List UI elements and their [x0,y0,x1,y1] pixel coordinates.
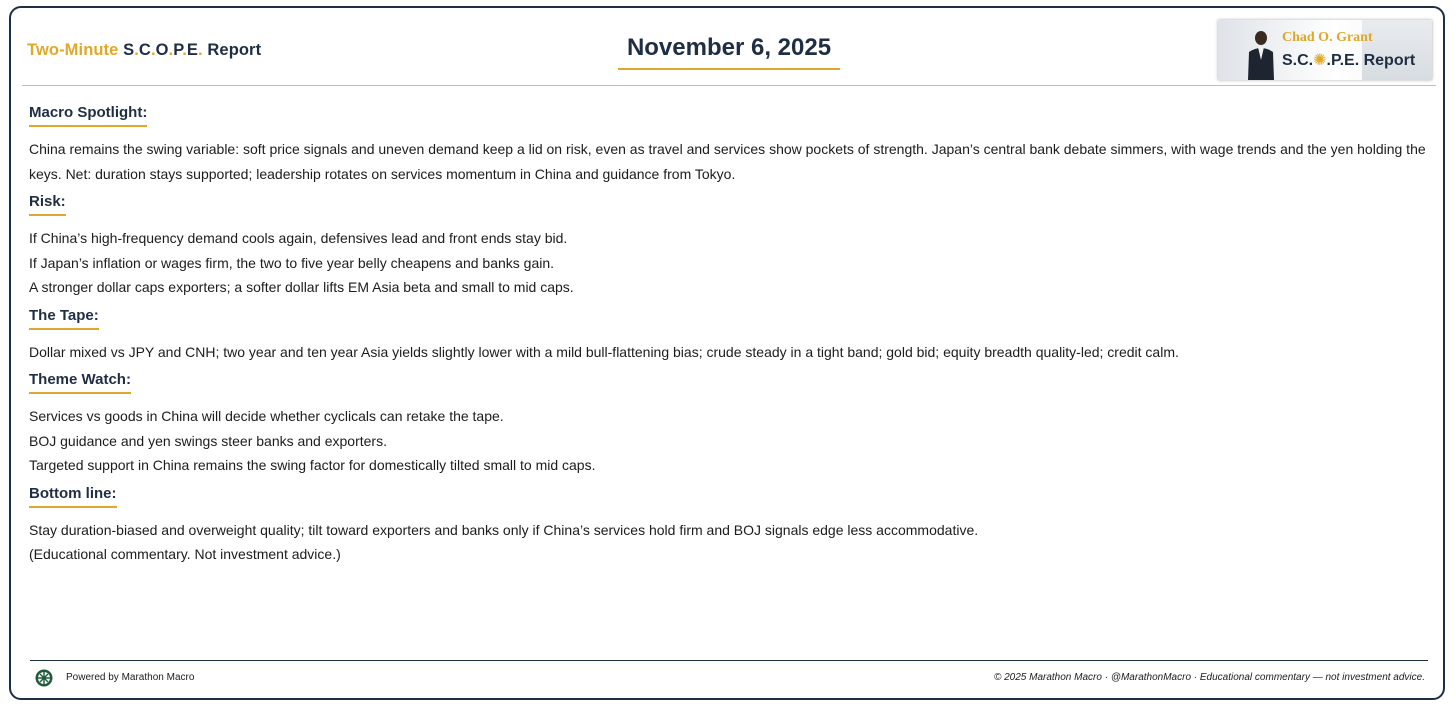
section-risk [29,193,1429,300]
brand-letter-o: O [155,41,169,59]
brand-letter-e: E [186,41,199,59]
section-heading: Risk: [29,193,66,216]
report-brand-title: Two-Minute S.C.O.P.E. Report [27,41,262,59]
brand-letter-c: C [138,41,151,59]
section-line: BOJ guidance and yen swings steer banks and exporters. [29,432,387,449]
section-line: (Educational commentary. Not investment advice.) [29,546,341,562]
section-heading: Theme Watch: [29,371,131,394]
author-name: Chad O. Grant [1282,30,1373,45]
section-line: Targeted support in China remains the swing factor for domestically tilted small to mid caps. [29,457,596,473]
header-divider [22,85,1436,86]
report-card [9,6,1445,700]
section-line: A stronger dollar caps exporters; a softer dollar lifts EM Asia beta and small to mid caps. [29,279,574,295]
author-photo [1246,26,1276,80]
brand-letter-p: P [173,41,183,59]
footer-powered-by: Powered by Marathon Macro [66,672,195,683]
section-line: Services vs goods in China will decide whether cyclicals can retake the tape. [29,408,504,424]
author-logo [1218,20,1432,80]
brand-suffix: Report [202,41,262,59]
section-heading: Bottom line: [29,485,117,508]
section-theme-watch [29,371,1429,478]
section-line: Stay duration-biased and overweight quality; tilt toward exporters and banks only if China’s services hold firm and BOJ signals edge less accommodative. [29,521,979,538]
section-line: If China’s high-frequency demand cools again, defensives lead and front ends stay bid. [29,230,568,246]
section-heading: Macro Spotlight: [29,104,147,127]
section-paragraph: China remains the swing variable: soft price signals and uneven demand keep a lid on risk, even as travel and services show pockets of strength. Japan’s central bank debate simmers, with wage trends and the yen holding the keys. Net: duration stays supported; leadership rotates on services momentum in China and guidance from Tokyo. [29,141,1426,182]
section-bottom-line [29,485,1429,567]
logo-scope-report: S.C.✺.P.E. Report [1282,52,1416,69]
section-the-tape [29,307,1429,365]
sun-icon: ✺ [1313,52,1327,69]
section-macro-spotlight [29,104,1429,186]
report-date: November 6, 2025 [626,34,832,61]
section-line: If Japan’s inflation or wages firm, the two to five year belly cheapens and banks gain. [29,254,555,271]
brand-letter-s: S [123,41,135,59]
marathon-macro-logo-icon [35,669,53,687]
section-heading: The Tape: [29,307,99,330]
date-underline [618,68,840,70]
report-body [29,104,1429,574]
footer-copyright: © 2025 Marathon Macro · @MarathonMacro · Educational commentary — not investment advice. [993,672,1425,683]
section-paragraph: Dollar mixed vs JPY and CNH; two year and ten year Asia yields slightly lower with a mild bull-flattening bias; crude steady in a tight band; gold bid; equity breadth quality-led; credit calm. [29,343,1179,360]
footer-divider [30,660,1428,661]
brand-prefix: Two-Minute [27,41,124,59]
